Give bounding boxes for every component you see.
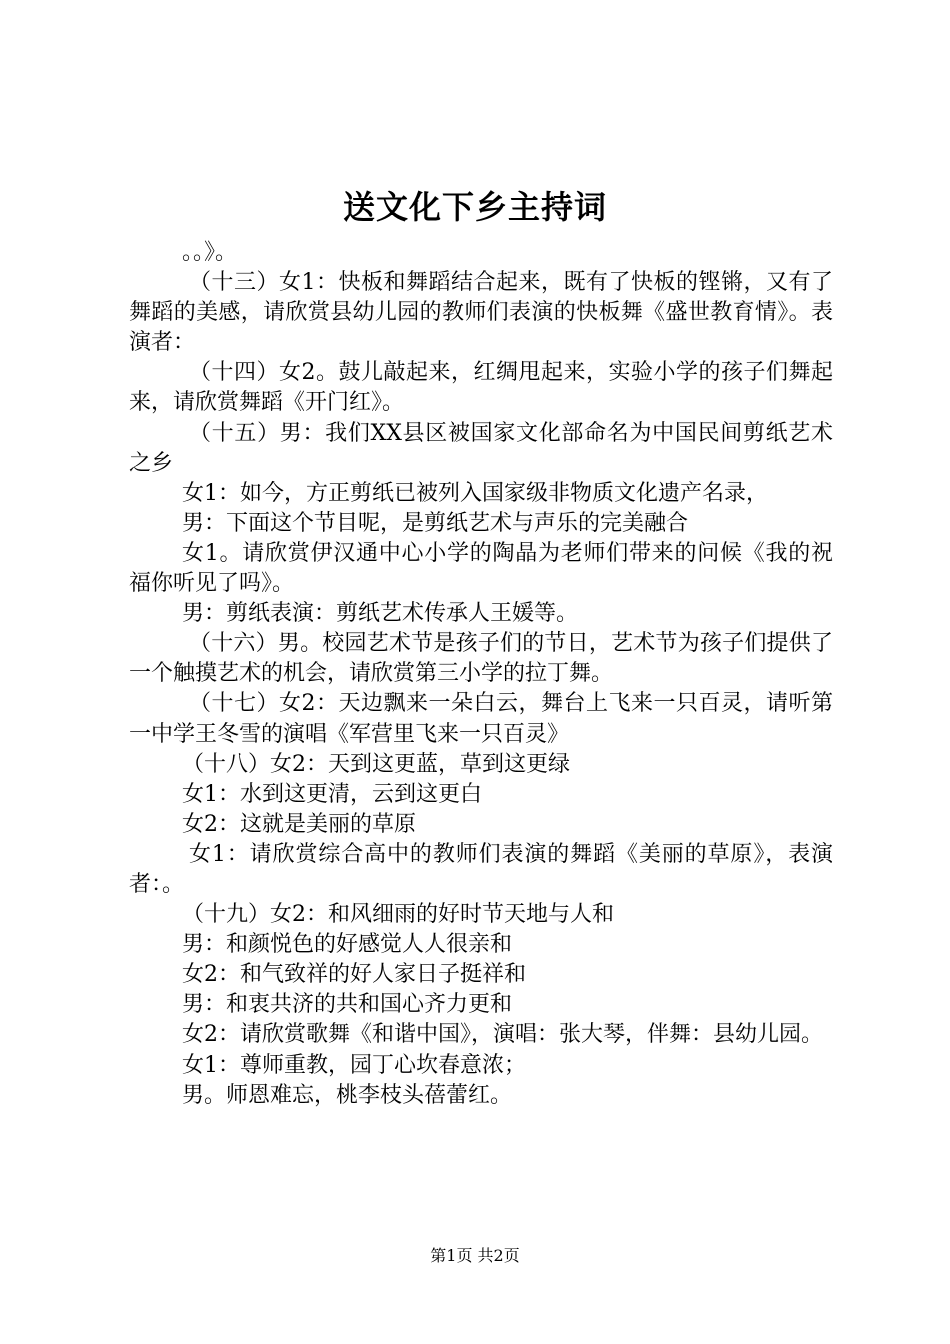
- paragraph: 女1：水到这更清，云到这更白: [182, 781, 482, 807]
- paragraph: 女2：请欣赏歌舞《和谐中国》，演唱：张大琴，伴舞：县幼儿园。: [182, 1022, 823, 1048]
- paragraph: 女2：这就是美丽的草原: [182, 811, 416, 837]
- paragraph: （十五）男：我们XX县区被国家文化部命名为中国民间剪纸艺术之乡: [129, 420, 833, 476]
- paragraph: 。。》。: [182, 240, 238, 265]
- paragraph: （十六）男。校园艺术节是孩子们的节日，艺术节为孩子们提供了一个触摸艺术的机会，请欣赏第三小学的拉丁舞。: [129, 631, 833, 687]
- page-number-footer: 第1页 共2页: [430, 1246, 520, 1265]
- paragraph: （十七）女2：天边飘来一朵白云，舞台上飞来一只百灵，请听第一中学王冬雪的演唱《军营里飞来一只百灵》: [129, 691, 833, 747]
- paragraph: 男：和颜悦色的好感觉人人很亲和: [182, 932, 513, 958]
- paragraph: （十八）女2：天到这更蓝，草到这更绿: [182, 751, 570, 777]
- paragraph: 男：和衷共济的共和国心齐力更和: [182, 992, 513, 1018]
- paragraph: 女1：如今，方正剪纸已被列入国家级非物质文化遗产名录，: [182, 480, 768, 506]
- paragraph: （十三）女1：快板和舞蹈结合起来，既有了快板的铿锵，又有了舞蹈的美感，请欣赏县幼儿园的教师们表演的快板舞《盛世教育情》。表演者：: [129, 270, 833, 356]
- page-title: 送文化下乡主持词: [342, 188, 607, 226]
- paragraph: （十九）女2：和风细雨的好时节天地与人和: [182, 902, 614, 928]
- paragraph: 男。师恩难忘，桃李枝头蓓蕾红。: [182, 1082, 513, 1108]
- paragraph: 女1：尊师重教，园丁心坎春意浓；: [182, 1052, 526, 1078]
- paragraph: （十四）女2。鼓儿敲起来，红绸甩起来，实验小学的孩子们舞起来，请欣赏舞蹈《开门红》。: [129, 360, 833, 416]
- document-body: [129, 238, 833, 1111]
- paragraph: 女1：请欣赏综合高中的教师们表演的舞蹈《美丽的草原》，表演者：。: [129, 841, 833, 897]
- paragraph: 男：剪纸表演：剪纸艺术传承人王媛等。: [182, 601, 579, 627]
- paragraph: 女1。请欣赏伊汉通中心小学的陶晶为老师们带来的问候《我的祝福你听见了吗》。: [129, 540, 833, 597]
- paragraph: 男：下面这个节目呢，是剪纸艺术与声乐的完美融合: [182, 510, 689, 536]
- paragraph: 女2：和气致祥的好人家日子挺祥和: [182, 962, 526, 988]
